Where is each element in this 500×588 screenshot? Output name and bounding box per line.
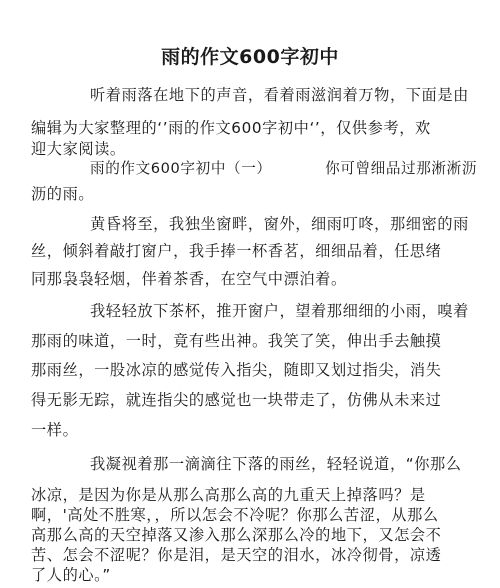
paragraph-line: 我凝视着那一滴滴往下落的雨丝，轻轻说道，“你那么 bbox=[90, 455, 462, 473]
paragraph-line: 同那袅袅轻烟，伴着茶香，在空气中漂泊着。 bbox=[31, 270, 347, 288]
paragraph-line: 沥的雨。 bbox=[31, 185, 95, 203]
paragraph-line: 那雨的味道，一时，竟有些出神。我笑了笑，伸出手去触摸 bbox=[31, 332, 442, 350]
paragraph-line: 我轻轻放下茶杯，推开窗户，望着那细细的小雨，嗅着 bbox=[90, 302, 469, 320]
paragraph-line: 高那么高的天空掉落又渗入那么深那么冷的地下，又怎会不 bbox=[31, 526, 442, 544]
paragraph-line: 苦、怎会不涩呢？你是泪，是天空的泪水，冰冷彻骨，凉透 bbox=[31, 546, 442, 564]
paragraph-line: 编辑为大家整理的‘’雨的作文600字初中‘’，仅供参考，欢 bbox=[31, 119, 431, 137]
paragraph-line: 冰凉，是因为你是从那么高那么高的九重天上掉落吗？是 bbox=[31, 486, 426, 504]
article-title: 雨的作文600字初中 bbox=[161, 46, 339, 68]
paragraph-line: 啊，'高处不胜寒，，所以怎会不冷呢？你那么苦涩，从那么 bbox=[31, 506, 439, 524]
paragraph-line: 雨的作文600字初中（一） 你可曾细品过那淅淅沥 bbox=[90, 160, 478, 177]
paragraph-line: 丝，倾斜着敲打窗户，我手捧一杯香茗，细细品着，任思绪 bbox=[31, 242, 442, 260]
paragraph-line: 那雨丝，一股冰凉的感觉传入指尖，随即又划过指尖，消失 bbox=[31, 361, 442, 379]
paragraph-line: 一样。 bbox=[31, 421, 79, 439]
paragraph-line: 黄昏将至，我独坐窗畔，窗外，细雨叮咚，那细密的雨 bbox=[90, 215, 469, 233]
paragraph-line: 迎大家阅读。 bbox=[31, 140, 126, 158]
paragraph-line: 了人的心。” bbox=[31, 566, 111, 584]
paragraph-line: 得无影无踪，就连指尖的感觉也一块带走了，仿佛从未来过 bbox=[31, 391, 442, 409]
paragraph-line: 听着雨落在地下的声音，看着雨滋润着万物，下面是由 bbox=[90, 86, 469, 104]
